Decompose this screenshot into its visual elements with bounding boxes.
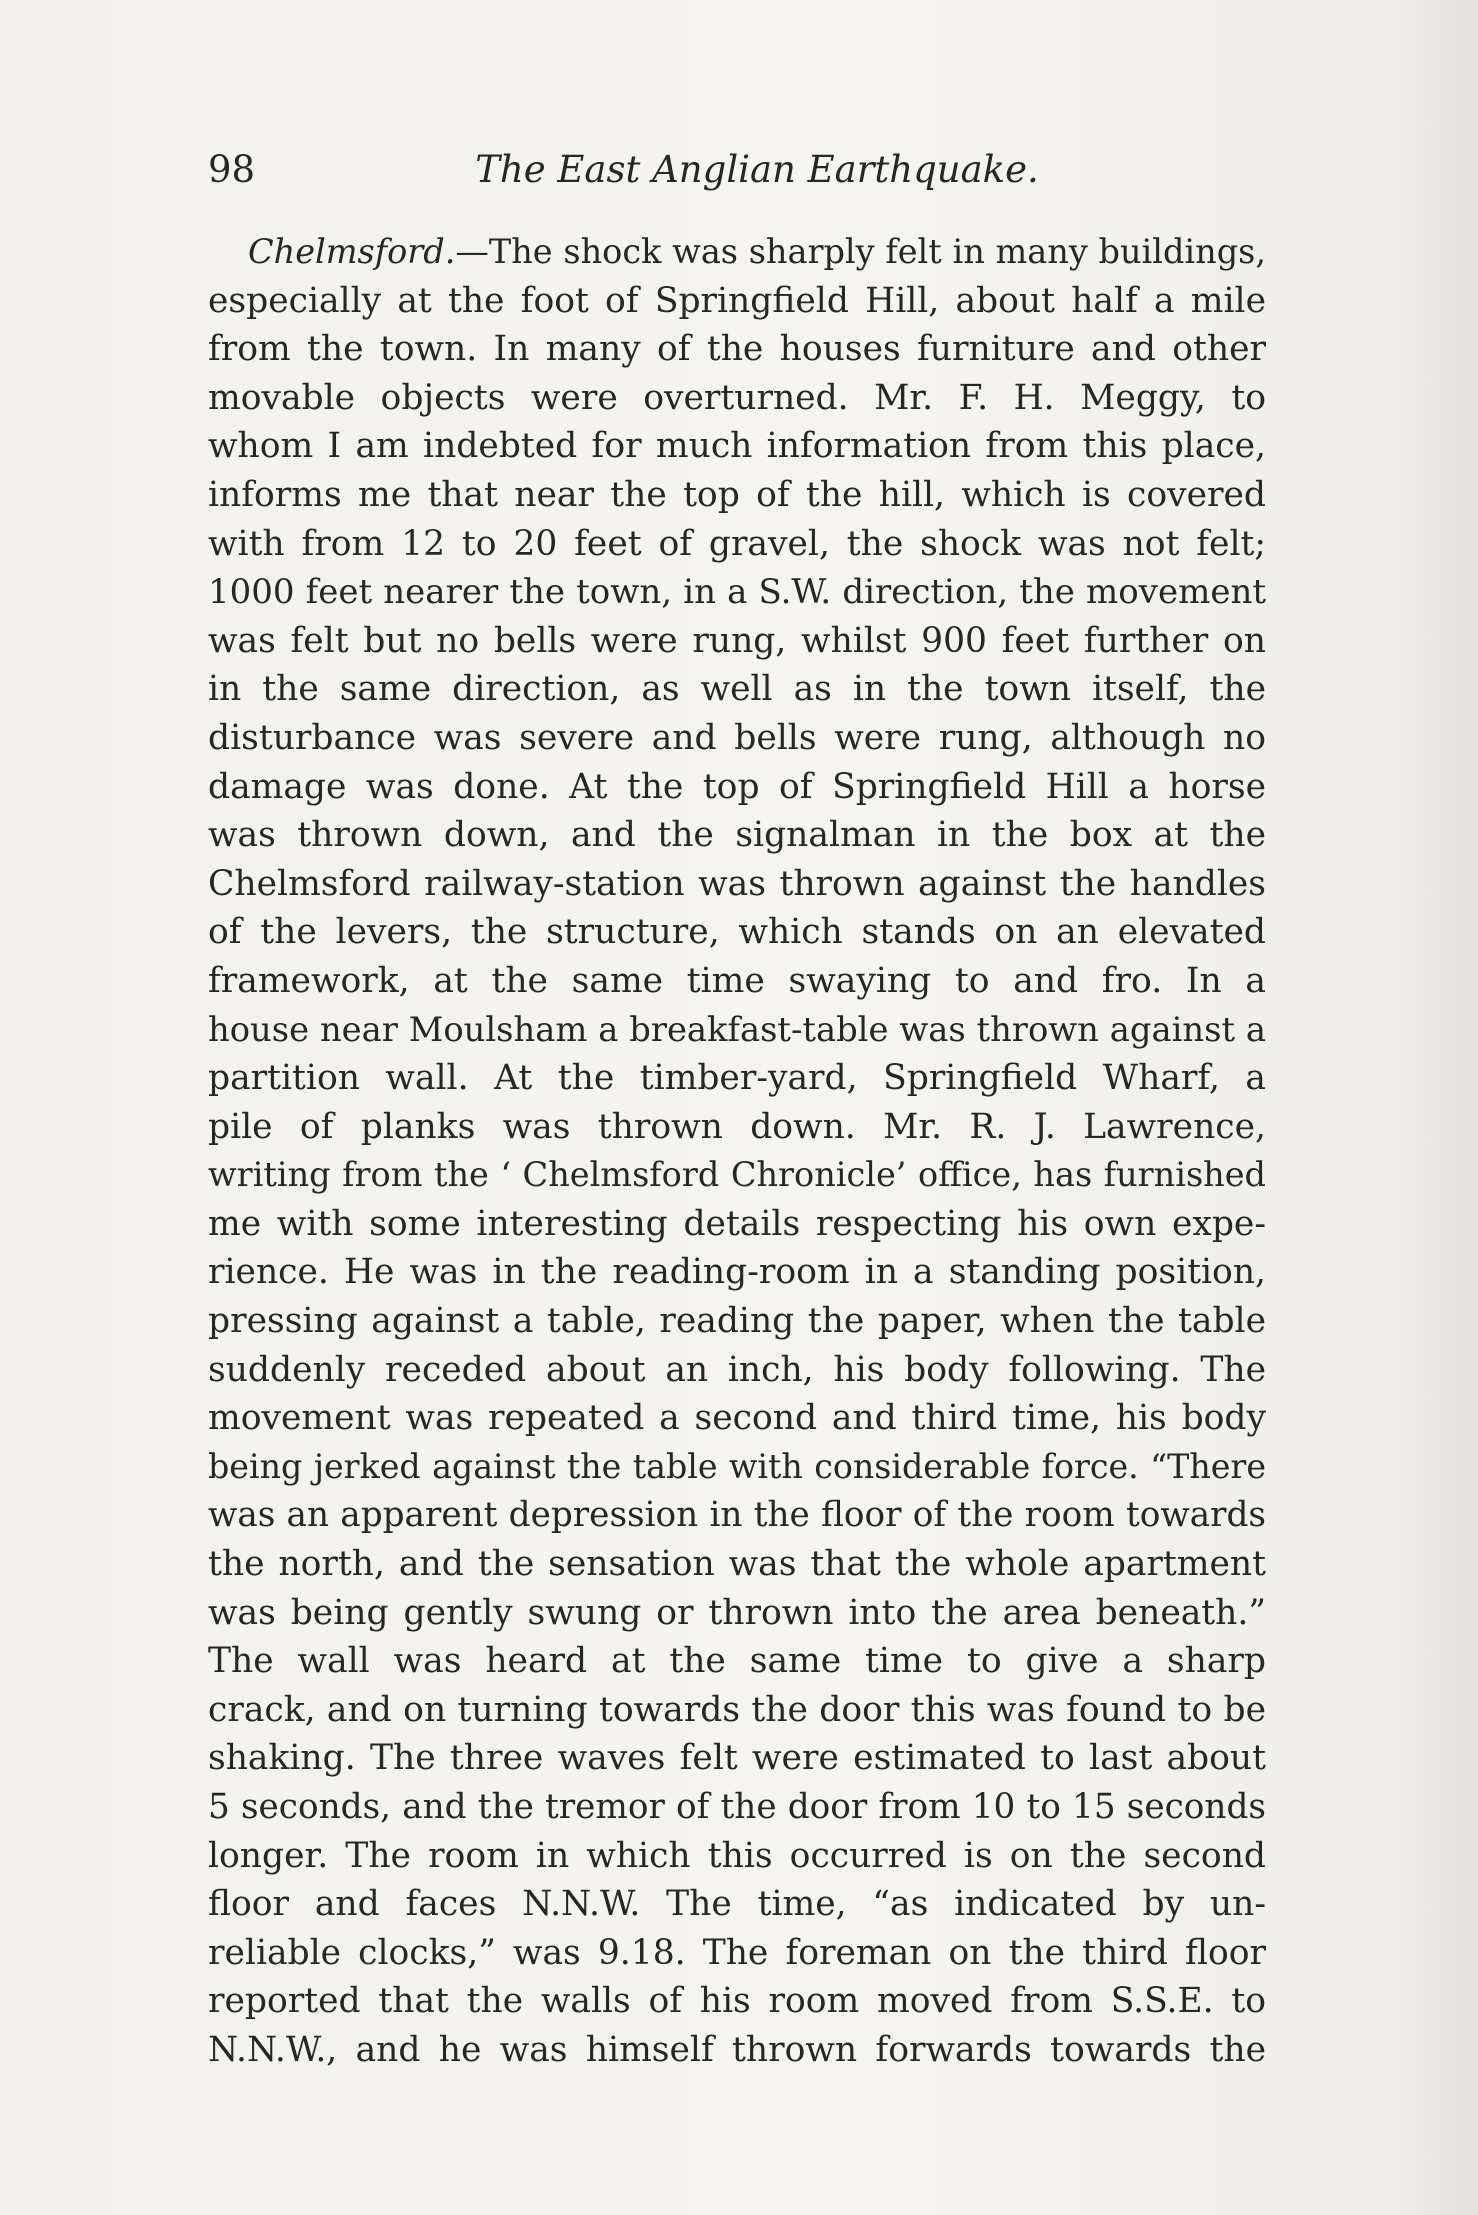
text-line: the north, and the sensation was that the whole apartment — [208, 1544, 1266, 1585]
text-line: reliable clocks,” was 9.18. The foreman on the third floor — [208, 1932, 1266, 1973]
text-line: floor and faces N.N.W. The time, “as indicated by un- — [208, 1884, 1266, 1925]
text-line: 5 seconds, and the tremor of the door from 10 to 15 seconds — [208, 1787, 1266, 1827]
text-line: of the levers, the structure, which stands on an elevated — [208, 912, 1266, 953]
text-line: reported that the walls of his room moved from S.S.E. to — [208, 1981, 1266, 2022]
text-line: damage was done. At the top of Springfield Hill a horse — [208, 766, 1266, 807]
text-line-0 — [208, 228, 1266, 277]
text-line: partition wall. At the timber-yard, Springfield Wharf, a — [208, 1058, 1266, 1099]
text-line: house near Moulsham a breakfast-table was thrown against a — [208, 1009, 1266, 1049]
text-line: especially at the foot of Springfield Hill, about half a mile — [208, 280, 1266, 321]
text-line: was an apparent depression in the floor of the room towards — [208, 1495, 1266, 1536]
text-line: whom I am indebted for much information from this place, — [208, 426, 1266, 467]
text-line: framework, at the same time swaying to and fro. In a — [208, 960, 1266, 1001]
text-block — [208, 140, 1266, 2075]
text-line: from the town. In many of the houses furniture and other — [208, 329, 1266, 370]
text-line: movable objects were overturned. Mr. F. H. Meggy, to — [208, 377, 1266, 418]
text-line: me with some interesting details respecting his own expe- — [208, 1203, 1266, 1244]
text-line: suddenly receded about an inch, his body following. The — [208, 1349, 1266, 1390]
text-line: 1000 feet nearer the town, in a S.W. direction, the movement — [208, 572, 1266, 613]
page-number: 98 — [208, 148, 256, 191]
running-title: The East Anglian Earthquake. — [475, 148, 1039, 191]
text-line: being jerked against the table with considerable force. “There — [208, 1446, 1266, 1486]
text-line: pile of planks was thrown down. Mr. R. J. Lawrence, — [208, 1106, 1266, 1147]
text-line: The wall was heard at the same time to give a sharp — [208, 1641, 1266, 1682]
text-line: with from 12 to 20 feet of gravel, the shock was not felt; — [208, 523, 1266, 564]
text-line: was being gently swung or thrown into the area beneath.” — [208, 1592, 1266, 1633]
text-line: informs me that near the top of the hill, which is covered — [208, 474, 1266, 515]
text-line: N.N.W., and he was himself thrown forwards towards the — [208, 2029, 1266, 2070]
text-line: in the same direction, as well as in the town itself, the — [208, 669, 1266, 710]
text-line: longer. The room in which this occurred is on the second — [208, 1835, 1266, 1876]
text-line: crack, and on turning towards the door this was found to be — [208, 1689, 1266, 1730]
text-line: shaking. The three waves felt were estimated to last about — [208, 1738, 1266, 1779]
text-line: pressing against a table, reading the paper, when the table — [208, 1301, 1266, 1342]
text-line: Chelmsford railway-station was thrown against the handles — [208, 863, 1266, 904]
text-line-0-rest: —The shock was sharply felt in many buildings, — [455, 232, 1266, 271]
text-line: was felt but no bells were rung, whilst 900 feet further on — [208, 620, 1266, 661]
body-text — [208, 228, 1266, 2075]
page-header — [208, 140, 1266, 200]
place-name: Chelmsford. — [248, 232, 456, 271]
text-line: disturbance was severe and bells were rung, although no — [208, 717, 1266, 758]
text-line: writing from the ‘ Chelmsford Chronicle’ office, has furnished — [208, 1155, 1266, 1195]
text-line: rience. He was in the reading-room in a standing position, — [208, 1252, 1266, 1293]
text-line: movement was repeated a second and third time, his body — [208, 1398, 1266, 1439]
text-line: was thrown down, and the signalman in the box at the — [208, 815, 1266, 856]
